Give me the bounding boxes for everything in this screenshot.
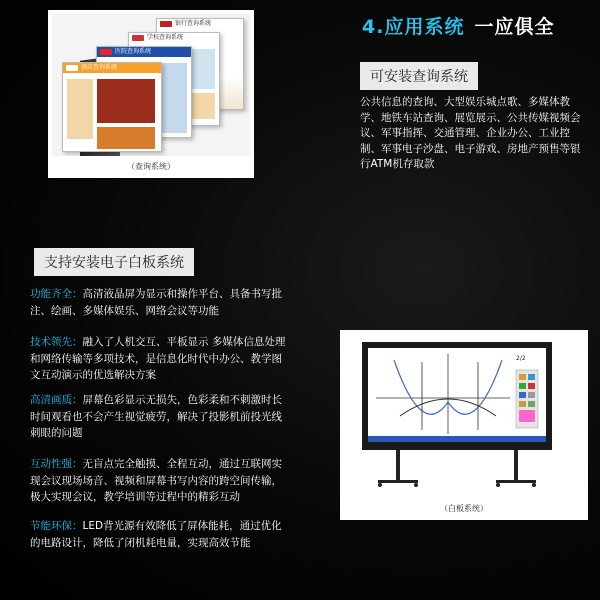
query-windows-collage (52, 14, 250, 156)
feature-text: LED背光源有效降低了屏体能耗，通过优化的电路设计，降低了闭机耗电量，实现高效节能 (30, 520, 282, 549)
feature-text: 高清液晶屏为显示和操作平台、具备书写批注、绘画、多媒体娱乐、网络会议等功能 (30, 288, 282, 317)
school-window-title: 学校查询系统 (147, 34, 184, 41)
section-tagline: 一应俱全 (474, 16, 555, 38)
whiteboard-system-image (340, 330, 588, 520)
feature-text: 屏幕色彩显示无损失，色彩柔和不刺激时长时间观看也不会产生视觉疲劳，解决了投影机前投光线刺眼的问题 (30, 394, 282, 439)
feature-key: 功能齐全： (30, 288, 83, 300)
screen-taskbar (368, 436, 546, 442)
stand-foot (378, 480, 418, 483)
whiteboard-system-label: 支持安装电子白板系统 (34, 248, 194, 276)
feature-item (30, 334, 292, 384)
feature-item (30, 456, 292, 506)
whiteboard-image-caption: （白板系统） (440, 504, 488, 513)
screen-page-counter: 2/2 (516, 355, 526, 362)
feature-item (30, 392, 292, 442)
feature-key: 高清画质： (30, 394, 83, 406)
stand-leg (396, 450, 400, 480)
feature-item (30, 518, 292, 551)
stand-leg (514, 450, 518, 480)
query-system-label: 可安装查询系统 (360, 62, 478, 90)
query-system-description: 公共信息的查询、大型娱乐城点歌、多媒体教学、地铁车站查询、展览展示、公共传媒视频会议、军事指挥、交通管理、企业办公、工业控制、军事电子沙盘、电子游戏、房地产预售等银行ATM机存取款 (360, 96, 581, 171)
hospital-window-title: 医院查询系统 (115, 48, 152, 55)
feature-key: 技术领先： (30, 336, 83, 348)
query-system-image (48, 10, 254, 178)
bank-window-title: 银行查询系统 (175, 20, 212, 27)
section-heading (362, 12, 554, 39)
feature-text: 融入了人机交互、平板显示 多媒体信息处理和网络传输等多项技术，是信息化时代中办公、教学图文互动演示的优选解决方案 (30, 336, 286, 381)
feature-key: 节能环保： (30, 520, 83, 532)
hotel-query-window (62, 62, 162, 152)
section-number-title: 4.应用系统 (362, 16, 465, 38)
hotel-window-title: 酒店查询系统 (81, 64, 118, 71)
query-image-caption: （查询系统） (127, 162, 175, 171)
feature-item (30, 286, 292, 319)
feature-key: 互动性强： (30, 458, 83, 470)
stand-foot (496, 480, 536, 483)
whiteboard-illustration (340, 330, 588, 520)
feature-text: 无盲点完全触摸、全程互动，通过互联网实现会议现场场音、视频和屏幕书写内容的跨空间传输，极大实现会议，教学培训等过程中的精彩互动 (30, 458, 282, 503)
